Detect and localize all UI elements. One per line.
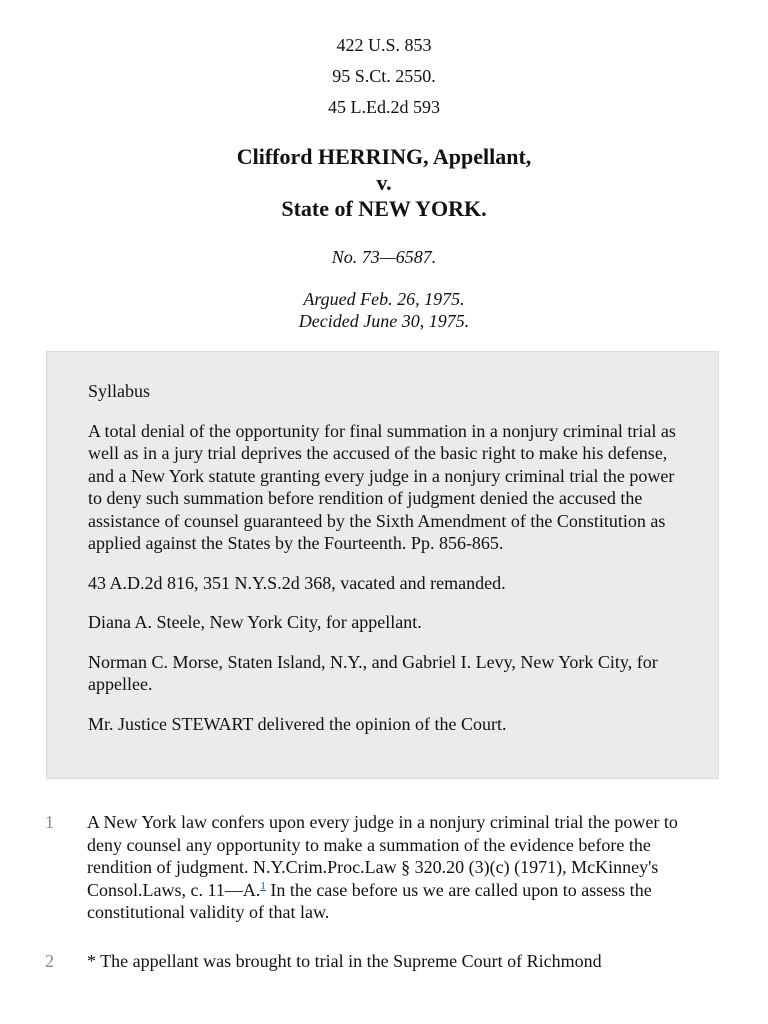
argued-date: Argued Feb. 26, 1975.	[303, 289, 465, 309]
syllabus-disposition: 43 A.D.2d 816, 351 N.Y.S.2d 368, vacated and remanded.	[88, 572, 506, 593]
syllabus-body: A total denial of the opportunity for final summation in a nonjury criminal trial as well as in a jury trial deprives the accused of the basic right to make his defense, and a New York statute granting every judge in a nonjury criminal trial the power to deny such summation before rendition of judgment denied the accused the assistance of counsel guaranteed by the Sixth Amendment of the Constitution as applied against the States by the Fourteenth. Pp. 856-865.	[88, 420, 676, 553]
case-title	[0, 144, 768, 222]
decided-date: Decided June 30, 1975.	[298, 311, 470, 331]
paragraph-text-before: * The appellant was brought to trial in the Supreme Court of Richmond	[87, 951, 602, 971]
citations	[0, 34, 768, 127]
footnote-link[interactable]: 1	[260, 879, 266, 892]
case-dates	[0, 288, 768, 332]
opinion-author: Mr. Justice STEWART delivered the opinion of the Court.	[88, 713, 507, 734]
paragraph-text-before: A New York law confers upon every judge in a nonjury criminal trial the power to deny counsel any opportunity to make a summation of the evidence before the rendition of judgment. N.Y.Crim.Proc.Law § 320.20 (3)(c) (1971), McKinney's Consol.Laws, c. 11—A.	[87, 812, 678, 900]
syllabus-heading: Syllabus	[88, 381, 151, 401]
syllabus-content	[88, 380, 688, 752]
paragraph-text	[87, 950, 717, 973]
citation-lawyers-edition: 45 L.Ed.2d 593	[328, 97, 440, 117]
appellant-counsel: Diana A. Steele, New York City, for appellant.	[88, 612, 422, 632]
paragraph-number: 1	[45, 812, 54, 832]
citation-supreme-court-reporter: 95 S.Ct. 2550.	[332, 66, 436, 86]
paragraph-text	[87, 811, 717, 924]
syllabus-box	[46, 351, 719, 779]
paragraph-text-after: In the case before us we are called upon to assess the constitutional validity of that law.	[87, 879, 652, 922]
paragraph-number: 2	[45, 951, 54, 971]
appellee-counsel: Norman C. Morse, Staten Island, N.Y., and Gabriel I. Levy, New York City, for appellee.	[88, 651, 658, 694]
case-title-appellee: State of NEW YORK.	[281, 196, 487, 221]
case-title-appellant: Clifford HERRING, Appellant,	[236, 144, 532, 169]
case-title-versus: v.	[376, 170, 392, 195]
citation-us-reports: 422 U.S. 853	[336, 35, 432, 55]
docket-number: No. 73—6587.	[331, 247, 437, 267]
